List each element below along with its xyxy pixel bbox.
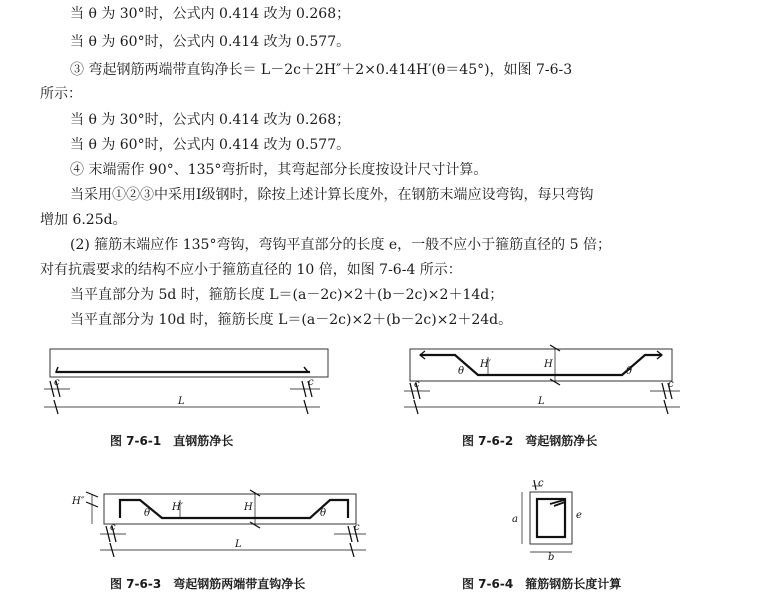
fig4-e-label: e: [576, 510, 582, 521]
text-line-5: 当 θ 为 30°时，公式内 0.414 改为 0.268；: [70, 112, 351, 128]
fig1-c-right-label: c: [308, 377, 314, 388]
fig2-L-label: L: [538, 396, 545, 407]
text-line-4: 所示：: [40, 86, 82, 102]
fig4-a-label: a: [512, 514, 518, 525]
fig4-c-label: c: [538, 478, 544, 489]
figure-bent-bar: [400, 345, 690, 415]
fig3-Hdoubleprime-label: H″: [72, 496, 85, 507]
text-line-7: ④ 末端需作 90°、135°弯折时，其弯起部分长度按设计尺寸计算。: [70, 162, 488, 178]
fig2-theta-right-label: θ: [626, 366, 633, 377]
fig1-c-left-label: c: [54, 377, 60, 388]
fig4-caption: 图 7-6-4 箍筋钢筋长度计算: [462, 577, 622, 591]
fig3-L-label: L: [235, 539, 242, 550]
fig3-Hprime-label: H′: [172, 502, 183, 513]
fig2-theta-left-label: θ: [458, 366, 465, 377]
text-line-13: 当平直部分为 10d 时，箍筋长度 L＝(a－2c)×2＋(b－2c)×2＋24d。: [70, 312, 513, 328]
fig3-H-label: H: [244, 502, 253, 513]
fig3-caption: 图 7-6-3 弯起钢筋两端带直钩净长: [110, 577, 306, 591]
text-line-10: (2) 箍筋末端应作 135°弯钩，弯钩平直部分的长度 e，一般不应小于箍筋直径的 5 倍；: [70, 237, 611, 253]
text-line-11: 对有抗震要求的结构不应小于箍筋直径的 10 倍，如图 7-6-4 所示：: [40, 262, 462, 278]
text-line-8: 当采用①②③中采用Ⅰ级钢时，除按上述计算长度外，在钢筋末端应设弯钩，每只弯钩: [70, 187, 594, 203]
fig2-caption: 图 7-6-2 弯起钢筋净长: [462, 434, 598, 448]
fig4-b-label: b: [548, 552, 555, 563]
figure-bent-bar-hooks: [70, 490, 370, 560]
text-line-12: 当平直部分为 5d 时，箍筋长度 L＝(a－2c)×2＋(b－2c)×2＋14d；: [70, 287, 504, 303]
figure-stirrup: [510, 478, 600, 563]
text-line-2: 当 θ 为 60°时，公式内 0.414 改为 0.577。: [70, 34, 351, 50]
fig3-c-left-label: c: [110, 522, 116, 533]
fig2-H-label: H: [544, 359, 553, 370]
fig3-theta-right-label: θ: [320, 508, 327, 519]
fig1-L-label: L: [178, 396, 185, 407]
fig1-caption: 图 7-6-1 直钢筋净长: [110, 434, 234, 448]
fig3-c-right-label: c: [354, 522, 360, 533]
fig3-theta-left-label: θ: [144, 508, 151, 519]
fig2-c-left-label: c: [414, 379, 420, 390]
text-line-9: 增加 6.25d。: [40, 212, 127, 228]
fig2-Hprime-label: H′: [480, 359, 491, 370]
text-line-6: 当 θ 为 60°时，公式内 0.414 改为 0.577。: [70, 137, 351, 153]
text-line-1: 当 θ 为 30°时，公式内 0.414 改为 0.268；: [70, 6, 351, 22]
figure-straight-bar: [40, 345, 340, 415]
text-line-3: ③ 弯起钢筋两端带直钩净长＝ L－2c＋2H″＋2×0.414H′(θ＝45°)，如图 7-6-3: [70, 62, 573, 78]
fig2-c-right-label: c: [668, 379, 674, 390]
